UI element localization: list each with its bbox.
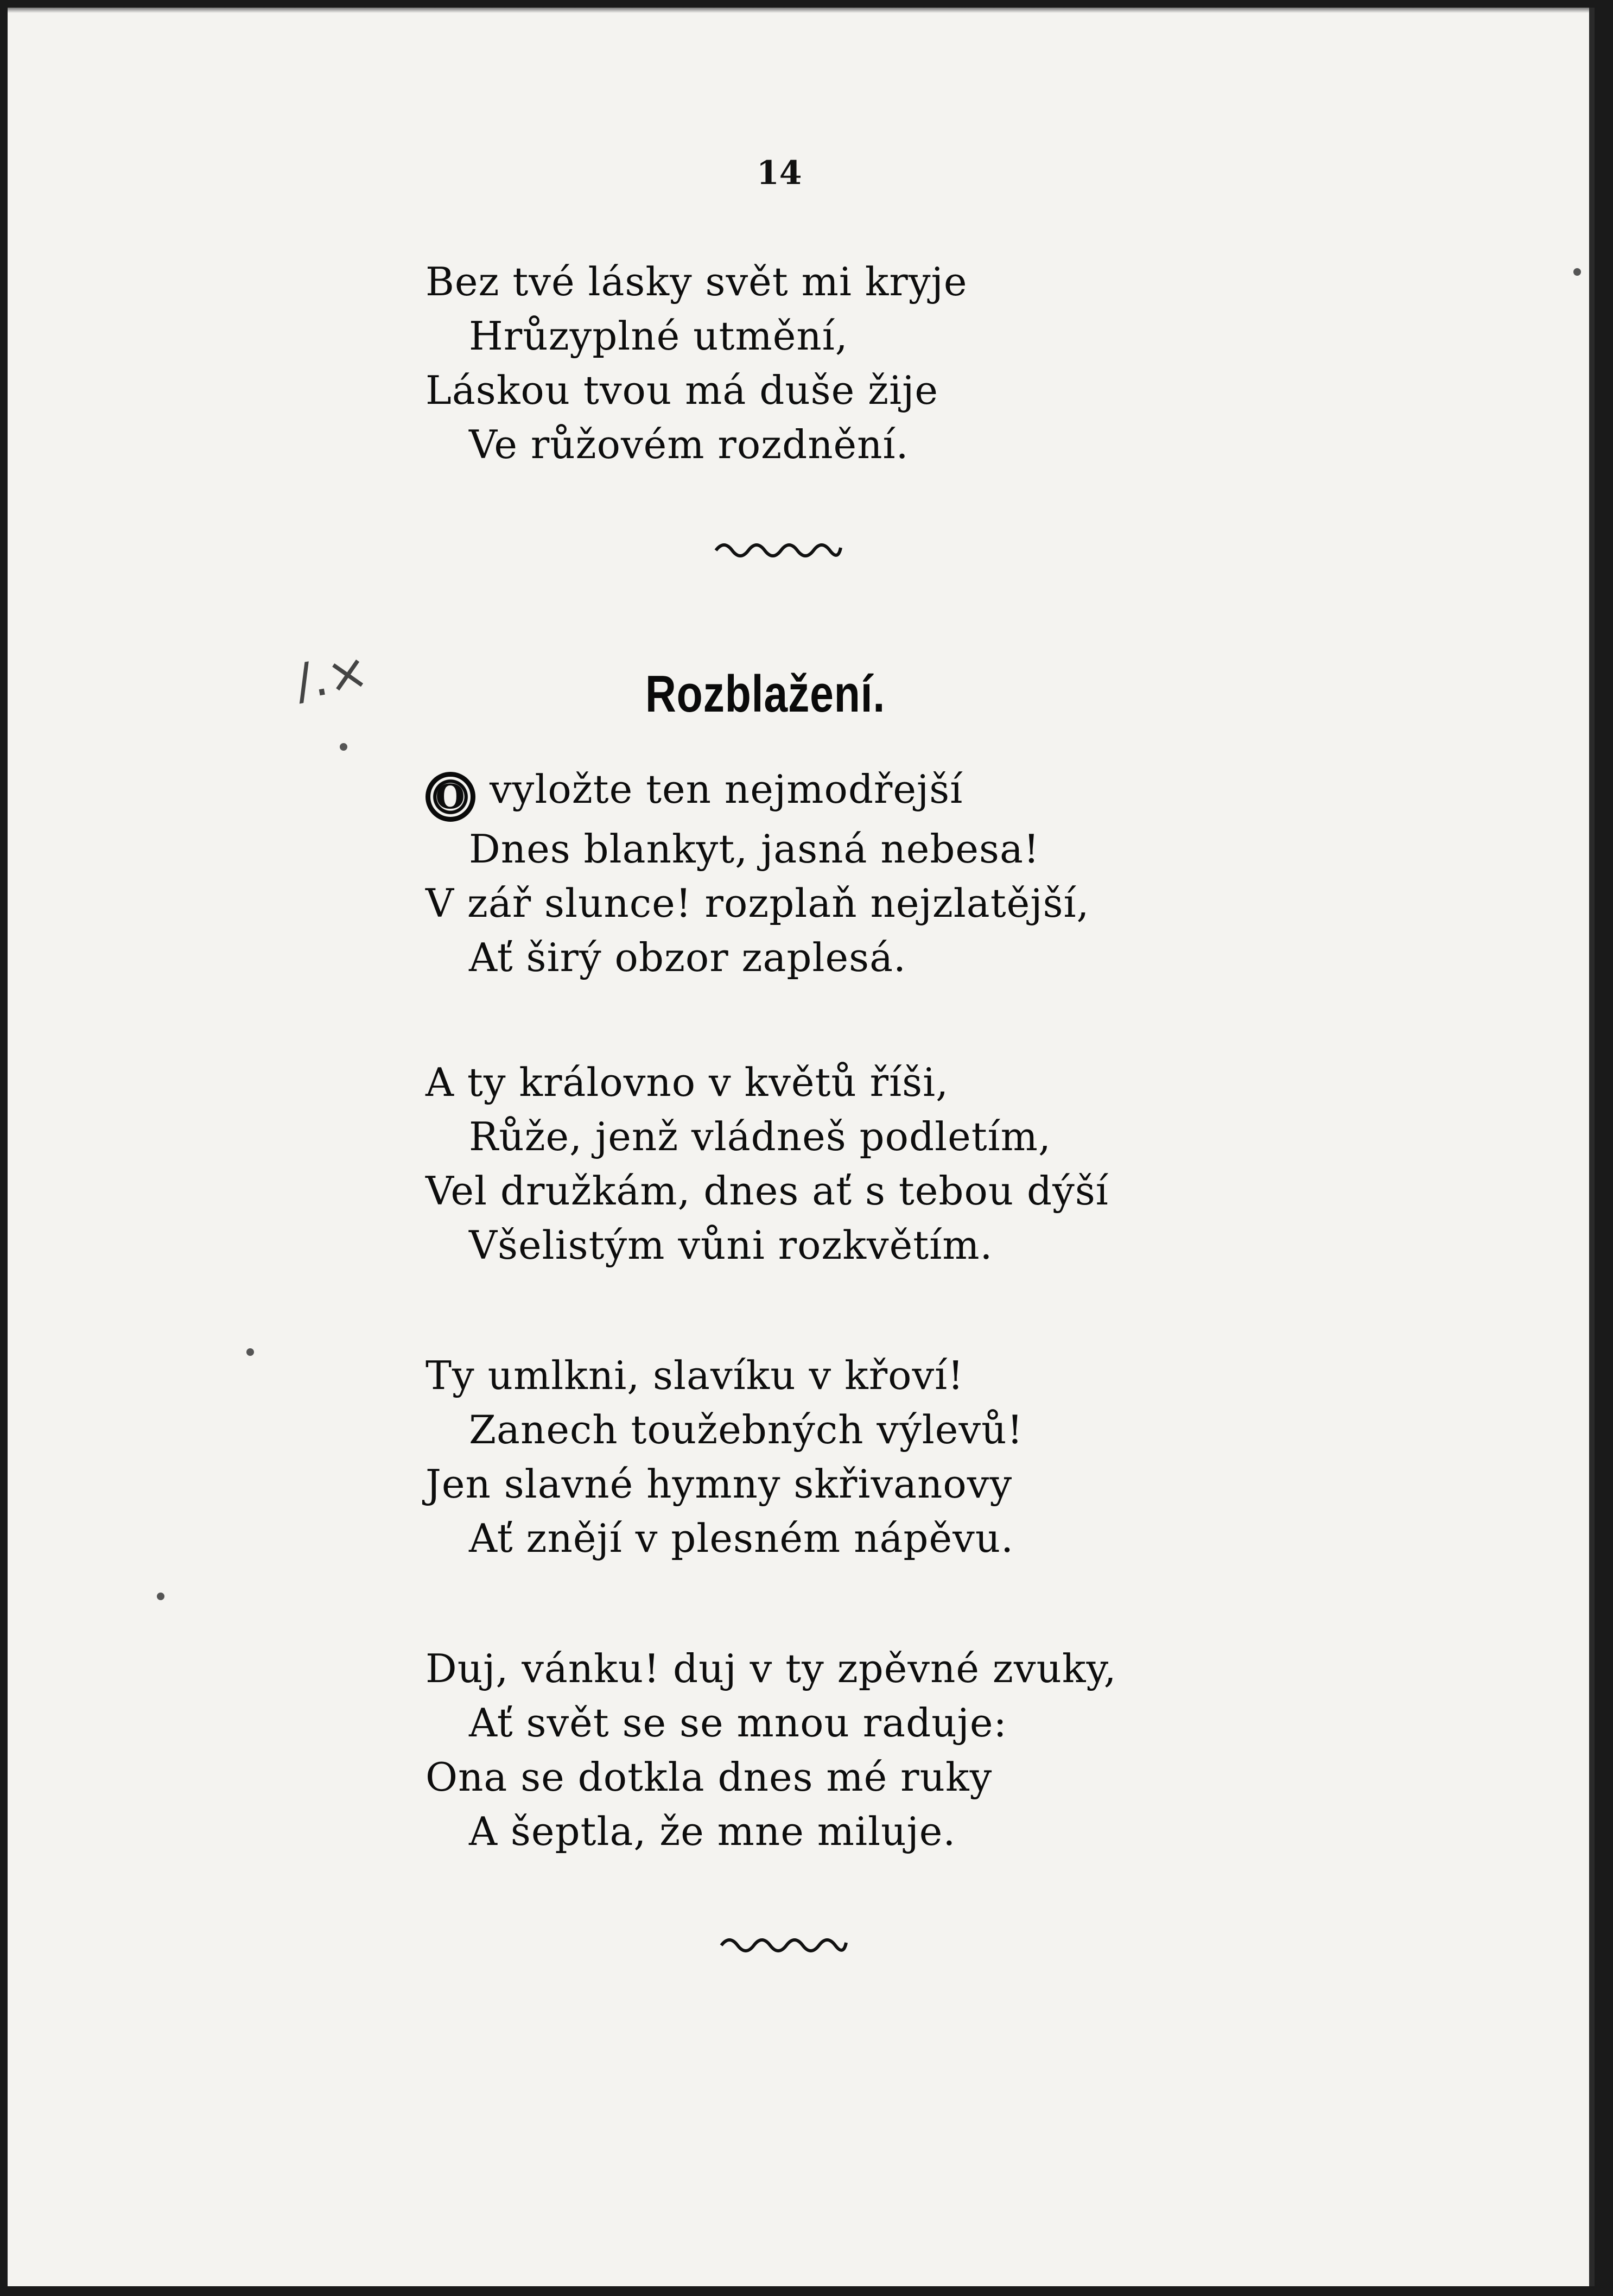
verse-line: Bez tvé lásky svět mi kryje (426, 259, 968, 305)
verse-line: Ať širý obzor zaplesá. (469, 935, 906, 980)
scan-speck (340, 743, 347, 751)
stanza-4 (426, 1641, 1117, 1859)
verse-line: A šeptla, že mne miluje. (469, 1809, 956, 1854)
verse-line: Ona se dotkla dnes mé ruky (426, 1754, 993, 1800)
verse-line: Láskou tvou má duše žije (426, 367, 939, 413)
scan-speck (157, 1593, 164, 1600)
stanza-1 (426, 762, 1089, 985)
page-number: 14 (757, 154, 802, 192)
verse-line: Všelistým vůni rozkvětím. (469, 1222, 993, 1268)
verse-line: A ty královno v květů říši, (426, 1060, 949, 1105)
verse-line: Ty umlkni, slavíku v křoví! (426, 1353, 964, 1398)
verse-line: Dnes blankyt, jasná nebesa! (469, 826, 1040, 872)
verse-line: Jen slavné hymny skřivanovy (426, 1461, 1013, 1507)
stanza-2 (426, 1055, 1109, 1272)
verse-line: Hrůzyplné utmění, (469, 313, 848, 359)
stanza-intro (426, 255, 967, 472)
verse-line: Vel družkám, dnes ať s tebou dýší (426, 1168, 1109, 1214)
verse-line: Zanech toužebných výlevů! (469, 1407, 1024, 1453)
wavy-ornament-top (713, 537, 843, 559)
wavy-ornament-bottom (719, 1932, 849, 1953)
verse-line-text: vyložte ten nejmodřejší (490, 766, 963, 812)
scan-edge (8, 8, 1589, 13)
stanza-3 (426, 1348, 1023, 1565)
verse-line (426, 762, 1089, 822)
verse-line: Duj, vánku! duj v ty zpěvné zvuky, (426, 1646, 1117, 1691)
scan-speck (1573, 268, 1581, 276)
margin-pencil-note: /.× (290, 642, 373, 711)
verse-line: Ať znějí v plesném nápěvu. (469, 1515, 1014, 1561)
decorated-initial: O (426, 772, 475, 822)
verse-line: Ať svět se se mnou raduje: (469, 1700, 1007, 1746)
poem-title: Rozblažení. (645, 665, 886, 723)
verse-line: V zář slunce! rozplaň nejzlatější, (426, 880, 1090, 926)
verse-line: Ve růžovém rozdnění. (469, 422, 909, 467)
verse-line: Růže, jenž vládneš podletím, (469, 1114, 1051, 1159)
scan-speck (246, 1348, 254, 1356)
book-page (8, 8, 1595, 2286)
